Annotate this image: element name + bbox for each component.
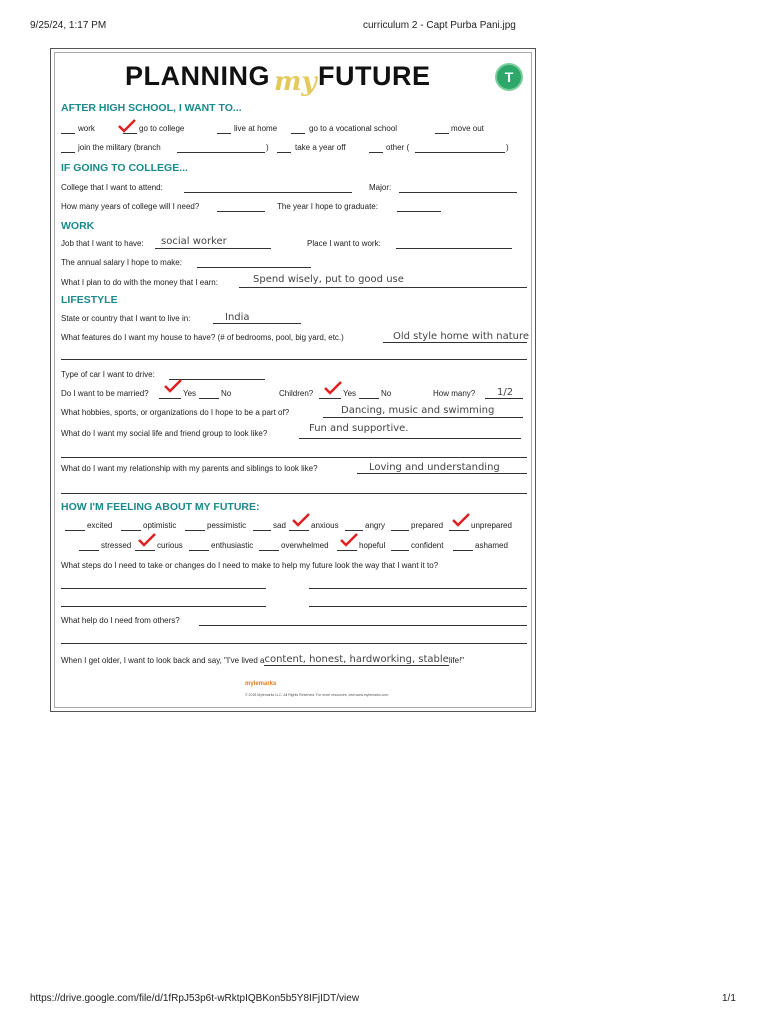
steps-label: What steps do I need to take or changes do I need to make to help my future look the way that I want it to?	[61, 561, 439, 570]
paren-close: )	[266, 143, 269, 152]
title-future: FUTURE	[318, 61, 431, 91]
feeling-hopeful: hopeful	[359, 541, 386, 550]
feeling-excited: excited	[87, 521, 113, 530]
option-college: go to college	[139, 124, 185, 133]
married-yes: Yes	[183, 389, 197, 398]
howmany-answer[interactable]: 1/2	[497, 387, 514, 398]
steps-field[interactable]	[61, 588, 266, 589]
major-label: Major:	[369, 183, 392, 192]
state-label: State or country that I want to live in:	[61, 314, 191, 323]
social-answer[interactable]: Fun and supportive.	[309, 423, 409, 434]
family-answer[interactable]: Loving and understanding	[369, 462, 500, 473]
title-planning: PLANNING	[125, 61, 270, 91]
social-label: What do I want my social life and friend group to look like?	[61, 429, 268, 438]
money-label: What I plan to do with the money that I earn:	[61, 278, 218, 287]
college-attend-field[interactable]	[184, 192, 352, 193]
family-label: What do I want my relationship with my parents and siblings to look like?	[61, 464, 318, 473]
feeling-confident: confident	[411, 541, 444, 550]
help-field[interactable]	[61, 643, 527, 644]
salary-label: The annual salary I hope to make:	[61, 258, 182, 267]
section-lifestyle: LIFESTYLE	[61, 294, 118, 306]
checkmark-icon	[323, 381, 343, 395]
state-answer[interactable]: India	[225, 312, 250, 323]
feeling-curious: curious	[157, 541, 183, 550]
car-label: Type of car I want to drive:	[61, 370, 155, 379]
checkmark-icon	[137, 533, 157, 547]
hobbies-label: What hobbies, sports, or organizations do I hope to be a part of?	[61, 408, 290, 417]
feeling-stressed: stressed	[101, 541, 132, 550]
logo-icon: T	[495, 63, 523, 91]
option-moveout: move out	[451, 124, 484, 133]
children-label: Children?	[279, 389, 314, 398]
older-label: When I get older, I want to look back and say, "I've lived acontent, honest, hardworking, stablelife!"	[61, 654, 465, 665]
house-answer[interactable]: Old style home with nature	[393, 331, 530, 342]
howmany-label: How many?	[433, 389, 476, 398]
browser-filename: curriculum 2 - Capt Purba Pani.jpg	[363, 20, 516, 31]
years-label: How many years of college will I need?	[61, 202, 200, 211]
money-answer[interactable]: Spend wisely, put to good use	[253, 274, 404, 285]
feeling-sad: sad	[273, 521, 286, 530]
children-yes: Yes	[343, 389, 357, 398]
feeling-pessimistic: pessimistic	[207, 521, 247, 530]
steps-field[interactable]	[309, 606, 527, 607]
older-answer[interactable]: content, honest, hardworking, stable	[264, 654, 449, 665]
house-label: What features do I want my house to have? (# of bedrooms, pool, big yard, etc.)	[61, 333, 344, 342]
steps-field[interactable]	[309, 588, 527, 589]
title-my: my	[274, 67, 317, 97]
car-field[interactable]	[169, 379, 265, 380]
worksheet	[50, 48, 536, 712]
college-attend-label: College that I want to attend:	[61, 183, 163, 192]
grad-label: The year I hope to graduate:	[277, 202, 378, 211]
option-vocational: go to a vocational school	[309, 124, 398, 133]
checkmark-icon	[339, 533, 359, 547]
feeling-enthusiastic: enthusiastic	[211, 541, 254, 550]
hobbies-answer[interactable]: Dancing, music and swimming	[341, 405, 495, 416]
married-no: No	[221, 389, 232, 398]
help-label: What help do I need from others?	[61, 616, 180, 625]
option-other: other (	[386, 143, 410, 152]
feeling-anxious: anxious	[311, 521, 339, 530]
major-field[interactable]	[399, 192, 517, 193]
checkmark-icon	[117, 119, 137, 133]
feeling-overwhelmed: overwhelmed	[281, 541, 329, 550]
place-label: Place I want to work:	[307, 239, 381, 248]
feeling-ashamed: ashamed	[475, 541, 508, 550]
feeling-unprepared: unprepared	[471, 521, 512, 530]
feeling-optimistic: optimistic	[143, 521, 177, 530]
brand-logo: mylemarks	[245, 681, 277, 687]
years-field[interactable]	[217, 211, 265, 212]
married-label: Do I want to be married?	[61, 389, 149, 398]
checkmark-icon	[163, 379, 183, 393]
option-military: join the military (branch	[78, 143, 161, 152]
feeling-angry: angry	[365, 521, 386, 530]
feeling-prepared: prepared	[411, 521, 444, 530]
section-feelings: HOW I'M FEELING ABOUT MY FUTURE:	[61, 501, 260, 513]
help-field[interactable]	[199, 625, 527, 626]
salary-field[interactable]	[197, 267, 311, 268]
section-work: WORK	[61, 220, 95, 232]
checkmark-icon	[291, 513, 311, 527]
option-work: work	[78, 124, 95, 133]
fineprint: © 2018 Mylemarks LLC. All Rights Reserved. For more resources, visit www.mylemarks.com	[245, 693, 389, 697]
children-no: No	[381, 389, 392, 398]
option-yearoff: take a year off	[295, 143, 346, 152]
job-answer[interactable]: social worker	[161, 236, 227, 247]
browser-timestamp: 9/25/24, 1:17 PM	[30, 20, 107, 31]
section-college: IF GOING TO COLLEGE...	[61, 162, 188, 174]
job-label: Job that I want to have:	[61, 239, 144, 248]
browser-url: https://drive.google.com/file/d/1fRpJ53p6t-wRktpIQBKon5b5Y8IFjIDT/view	[30, 993, 360, 1004]
paren-close-other: )	[506, 143, 509, 152]
browser-page: 1/1	[722, 993, 736, 1004]
steps-field[interactable]	[61, 606, 266, 607]
grad-field[interactable]	[397, 211, 441, 212]
place-field[interactable]	[396, 248, 512, 249]
section-after-high-school: AFTER HIGH SCHOOL, I WANT TO...	[61, 102, 242, 114]
checkmark-icon	[451, 513, 471, 527]
option-home: live at home	[234, 124, 278, 133]
